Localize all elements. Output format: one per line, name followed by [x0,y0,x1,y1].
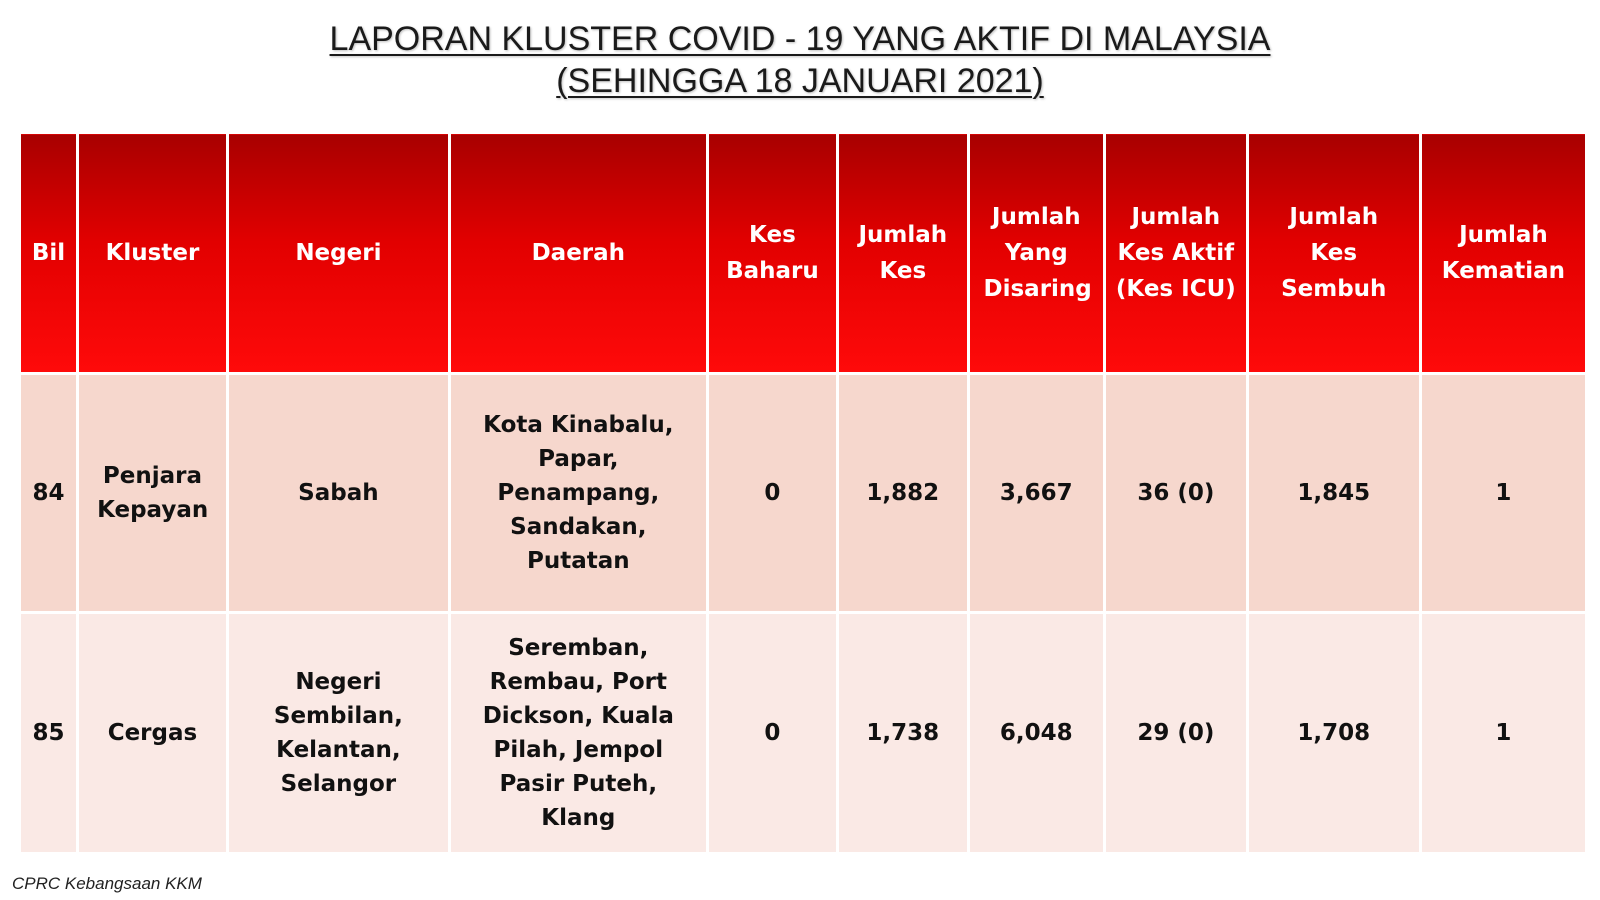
table-header-row [20,133,1587,374]
cell-kematian: 1 [1420,374,1586,613]
cell-daerah: Kota Kinabalu, Papar, Penampang, Sandakan, Putatan [449,374,707,613]
header-negeri: Negeri [227,133,449,374]
cell-daerah: Seremban, Rembau, Port Dickson, Kuala Pilah, Jempol Pasir Puteh, Klang [449,613,707,854]
cell-kes-aktif-icu: 29 (0) [1105,613,1248,854]
header-bil: Bil [20,133,78,374]
cell-negeri: Sabah [227,374,449,613]
report-title [0,18,1600,102]
source-note: CPRC Kebangsaan KKM [12,874,202,893]
cell-kes-sembuh: 1,845 [1247,374,1420,613]
report-title-line-2: (SEHINGGA 18 JANUARI 2021) [556,62,1044,100]
header-kluster: Kluster [78,133,228,374]
cell-kluster: Cergas [78,613,228,854]
header-kes-baharu: Kes Baharu [707,133,837,374]
cluster-table [18,131,1588,855]
header-daerah: Daerah [449,133,707,374]
cell-jumlah-disaring: 6,048 [968,613,1105,854]
table-row [20,374,1587,613]
header-jumlah-kes: Jumlah Kes [838,133,968,374]
report-title-line-1: LAPORAN KLUSTER COVID - 19 YANG AKTIF DI MALAYSIA [329,20,1271,58]
cell-negeri: Negeri Sembilan, Kelantan, Selangor [227,613,449,854]
cell-jumlah-kes: 1,882 [838,374,968,613]
cell-jumlah-disaring: 3,667 [968,374,1105,613]
header-kes-aktif-icu: Jumlah Kes Aktif (Kes ICU) [1105,133,1248,374]
cell-kluster: Penjara Kepayan [78,374,228,613]
cell-kes-baharu: 0 [707,374,837,613]
header-kematian: Jumlah Kematian [1420,133,1586,374]
cell-bil: 84 [20,374,78,613]
cell-kes-aktif-icu: 36 (0) [1105,374,1248,613]
cell-kematian: 1 [1420,613,1586,854]
header-kes-sembuh: Jumlah Kes Sembuh [1247,133,1420,374]
header-jumlah-disaring: Jumlah Yang Disaring [968,133,1105,374]
cell-kes-baharu: 0 [707,613,837,854]
cell-jumlah-kes: 1,738 [838,613,968,854]
cell-kes-sembuh: 1,708 [1247,613,1420,854]
cell-bil: 85 [20,613,78,854]
table-row [20,613,1587,854]
